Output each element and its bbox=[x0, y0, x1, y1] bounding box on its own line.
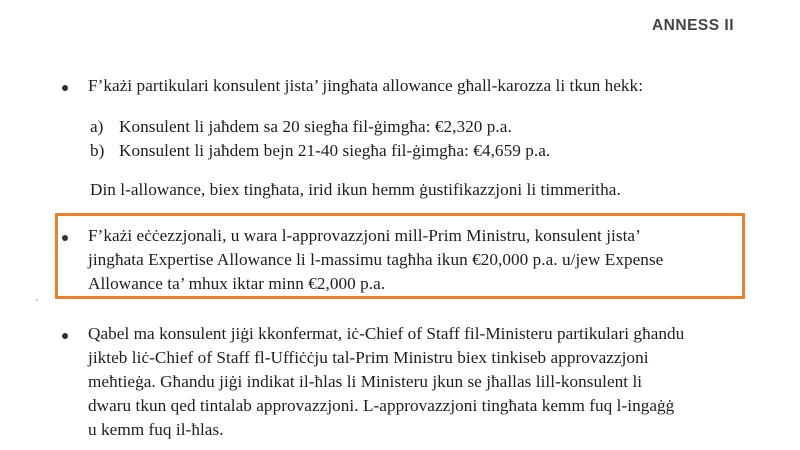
item-b-text: Konsulent li jaħdem bejn 21-40 siegħa fil-ġimgħa: €4,659 p.a. bbox=[119, 141, 551, 160]
section1-note: Din l-allowance, biex tingħata, irid ikun hemm ġustifikazzjoni li timmeritha. bbox=[90, 180, 621, 199]
item-a-text: Konsulent li jaħdem sa 20 siegħa fil-ġimgħa: €2,320 p.a. bbox=[119, 117, 512, 136]
bullet-icon bbox=[62, 85, 68, 91]
annex-heading: ANNESS II bbox=[651, 17, 734, 34]
section2-line-2: jingħata Expertise Allowance li l-massimu tagħha ikun €20,000 p.a. u/jew Expense bbox=[88, 250, 664, 269]
section3-line-1: Qabel ma konsulent jiġi kkonfermat, iċ-Chief of Staff fil-Ministeru partikulari għandu bbox=[88, 324, 685, 343]
section3-line-3: meħtieġa. Għandu jiġi indikat il-ħlas li Ministeru jkun se jħallas lill-konsulent li bbox=[88, 372, 643, 391]
bullet-icon bbox=[62, 333, 68, 339]
scan-speck bbox=[36, 299, 38, 301]
section3-line-4: dwaru tkun qed tintalab approvazzjoni. L-approvazzjoni tingħata kemm fuq l-ingaġġ bbox=[88, 396, 675, 415]
bullet-icon bbox=[62, 235, 68, 241]
section3-line-2: jikteb liċ-Chief of Staff fl-Uffiċċju tal-Prim Ministru biex tinkiseb approvazzjoni bbox=[88, 348, 649, 367]
section1-bullet-text: F’każi partikulari konsulent jista’ jingħata allowance għall-karozza li tkun hekk: bbox=[88, 76, 644, 95]
item-a-marker: a) bbox=[90, 117, 104, 136]
section2-line-3: Allowance ta’ mhux iktar minn €2,000 p.a. bbox=[88, 274, 386, 293]
section2-line-1: F’każi eċċezzjonali, u wara l-approvazzjoni mill-Prim Ministru, konsulent jista’ bbox=[88, 226, 641, 245]
item-b-marker: b) bbox=[90, 141, 105, 160]
section3-line-5: u kemm fuq il-ħlas. bbox=[88, 420, 224, 439]
